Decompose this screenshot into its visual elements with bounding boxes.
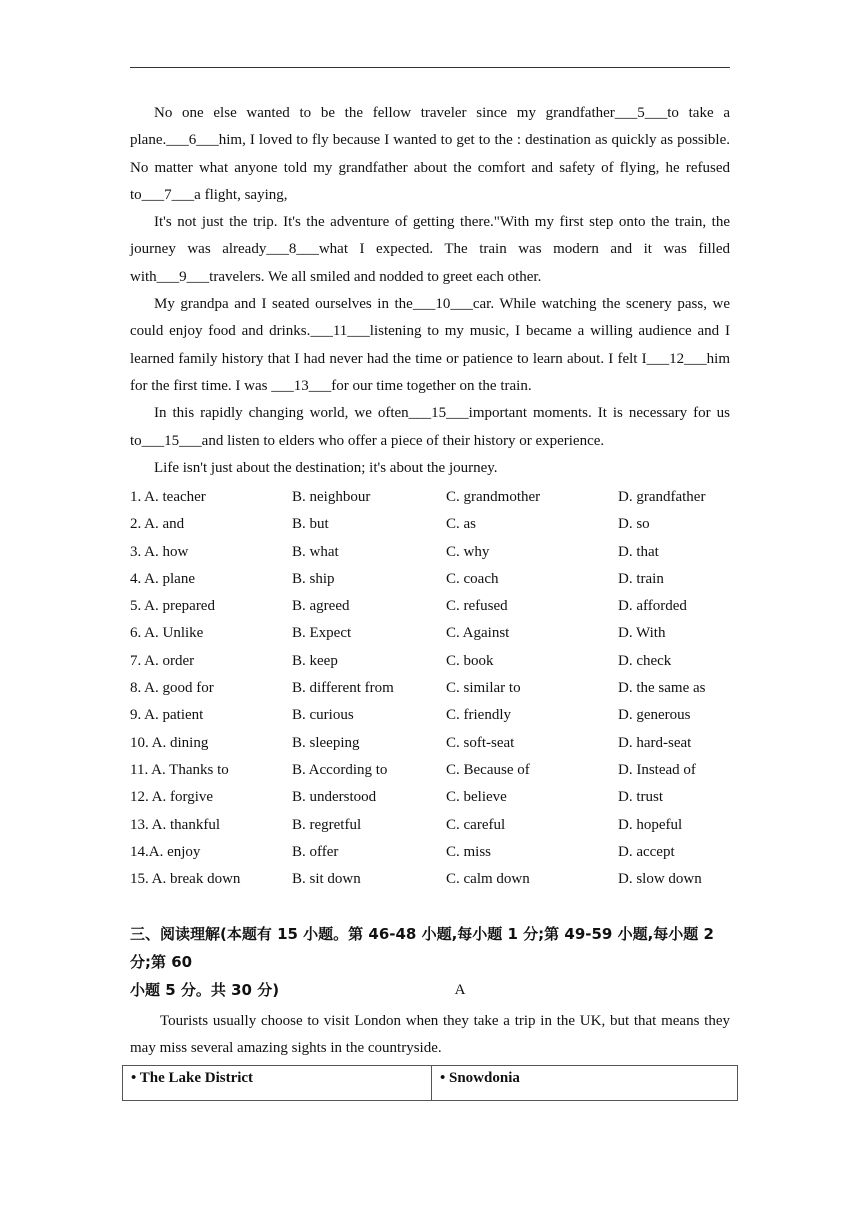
section-heading-line: 三、阅读理解(本题有 15 小题。第 46-48 小题,每小题 1 分;第 49-59 小题,每小题 2 分;第 60 [130,925,714,971]
option-choice: 2. A. and [130,516,185,533]
answer-options [130,484,730,893]
header-rule [130,67,730,68]
option-choice: C. careful [446,816,506,833]
intro-paragraph: Tourists usually choose to visit London when they take a trip in the UK, but that means they may miss several amazing sights in the countryside. [130,1013,730,1057]
reading-intro [130,1008,730,1063]
option-choice: C. Because of [446,761,530,778]
option-choice: B. sit down [292,871,361,888]
sights-table [122,1065,738,1101]
option-row [130,784,730,811]
option-choice: 4. A. plane [130,570,195,587]
table-cell-snowdonia: • Snowdonia [432,1066,738,1101]
option-choice: D. check [618,652,672,669]
option-choice: C. similar to [446,680,521,697]
option-choice: 5. A. prepared [130,598,215,615]
option-choice: D. afforded [618,598,687,615]
table-row [123,1066,738,1101]
option-choice: C. calm down [446,871,530,888]
option-choice: B. different from [292,680,394,697]
option-choice: B. offer [292,843,339,860]
option-choice: 9. A. patient [130,707,204,724]
option-choice: D. Instead of [618,761,696,778]
option-choice: B. but [292,516,329,533]
option-row [130,593,730,620]
option-choice: B. regretful [292,816,362,833]
option-choice: C. grandmother [446,489,541,505]
option-choice: C. friendly [446,707,511,724]
option-row [130,648,730,675]
option-choice: C. soft-seat [446,734,515,751]
option-choice: C. believe [446,789,507,806]
option-choice: 10. A. dining [130,734,209,751]
option-choice: B. ship [292,570,335,587]
option-choice: 15. A. break down [130,871,241,888]
option-choice: 7. A. order [130,652,195,669]
option-choice: 11. A. Thanks to [130,761,229,778]
option-choice: D. With [618,625,666,642]
option-choice: B. what [292,543,339,560]
passage-paragraph: No one else wanted to be the fellow traveler since my grandfather___5___to take a plane.___6___him, I loved to fly because I wanted to get to the : destination as quickly as possible. No matter what anyone told my grandfather about the comfort and safety of flying, he refused to___7___a flight, saying, [130,105,730,203]
option-choice: D. generous [618,707,691,724]
passage-paragraph: My grandpa and I seated ourselves in the___10___car. While watching the scenery pass, we could enjoy food and drinks.___11___listening to my music, I became a willing audience and I learned family history that I had never had the time or patience to learn about. I felt I___12___him for the first time. I was ___13___for our time together on the train. [130,296,730,394]
section-heading-line: 小题 5 分。共 30 分) [130,981,280,999]
option-choice: 8. A. good for [130,680,214,697]
option-choice: C. coach [446,570,499,587]
option-row [130,866,730,893]
option-choice: 1. A. teacher [130,489,206,505]
option-row [130,620,730,647]
option-choice: D. that [618,543,659,560]
option-choice: C. miss [446,843,492,860]
option-choice: 14.A. enjoy [130,843,201,860]
option-row [130,812,730,839]
option-row [130,566,730,593]
passage-paragraph: In this rapidly changing world, we often___15___important moments. It is necessary for us to___15___and listen to elders who offer a piece of their history or experience. [130,405,730,449]
option-row [130,675,730,702]
option-row [130,702,730,729]
option-choice: 12. A. forgive [130,789,214,806]
table-cell-lake-district: • The Lake District [123,1066,432,1101]
option-choice: C. as [446,516,476,533]
option-choice: D. the same as [618,680,706,697]
option-choice: B. neighbour [292,489,371,505]
option-choice: 6. A. Unlike [130,625,204,642]
option-choice: 13. A. thankful [130,816,220,833]
part-label: A [454,982,466,998]
option-choice: B. agreed [292,598,350,615]
cloze-passage [130,100,730,482]
passage-paragraph: It's not just the trip. It's the adventure of getting there."With my first step onto the train, the journey was already___8___what I expected. The train was modern and it was filled with___9___travelers. We all smiled and nodded to greet each other. [130,214,730,285]
passage-paragraph: Life isn't just about the destination; it's about the journey. [154,459,498,476]
option-choice: C. refused [446,598,508,615]
option-choice: B. understood [292,789,377,806]
option-row [130,730,730,757]
option-row [130,484,730,511]
option-choice: D. hopeful [618,816,683,833]
option-choice: D. so [618,516,650,533]
option-choice: C. book [446,652,494,669]
option-choice: D. grandfather [618,489,706,505]
option-choice: 3. A. how [130,543,189,560]
option-choice: B. curious [292,707,354,724]
option-choice: D. hard-seat [618,734,692,751]
option-choice: D. slow down [618,871,702,888]
option-row [130,839,730,866]
option-choice: C. Against [446,625,510,642]
option-choice: B. sleeping [292,734,360,751]
option-choice: D. train [618,570,664,587]
option-choice: B. keep [292,652,338,669]
option-choice: D. trust [618,789,663,806]
option-choice: D. accept [618,843,675,860]
option-choice: B. According to [292,761,388,778]
option-row [130,511,730,538]
option-choice: B. Expect [292,625,352,642]
option-choice: C. why [446,543,490,560]
option-row [130,757,730,784]
option-row [130,539,730,566]
